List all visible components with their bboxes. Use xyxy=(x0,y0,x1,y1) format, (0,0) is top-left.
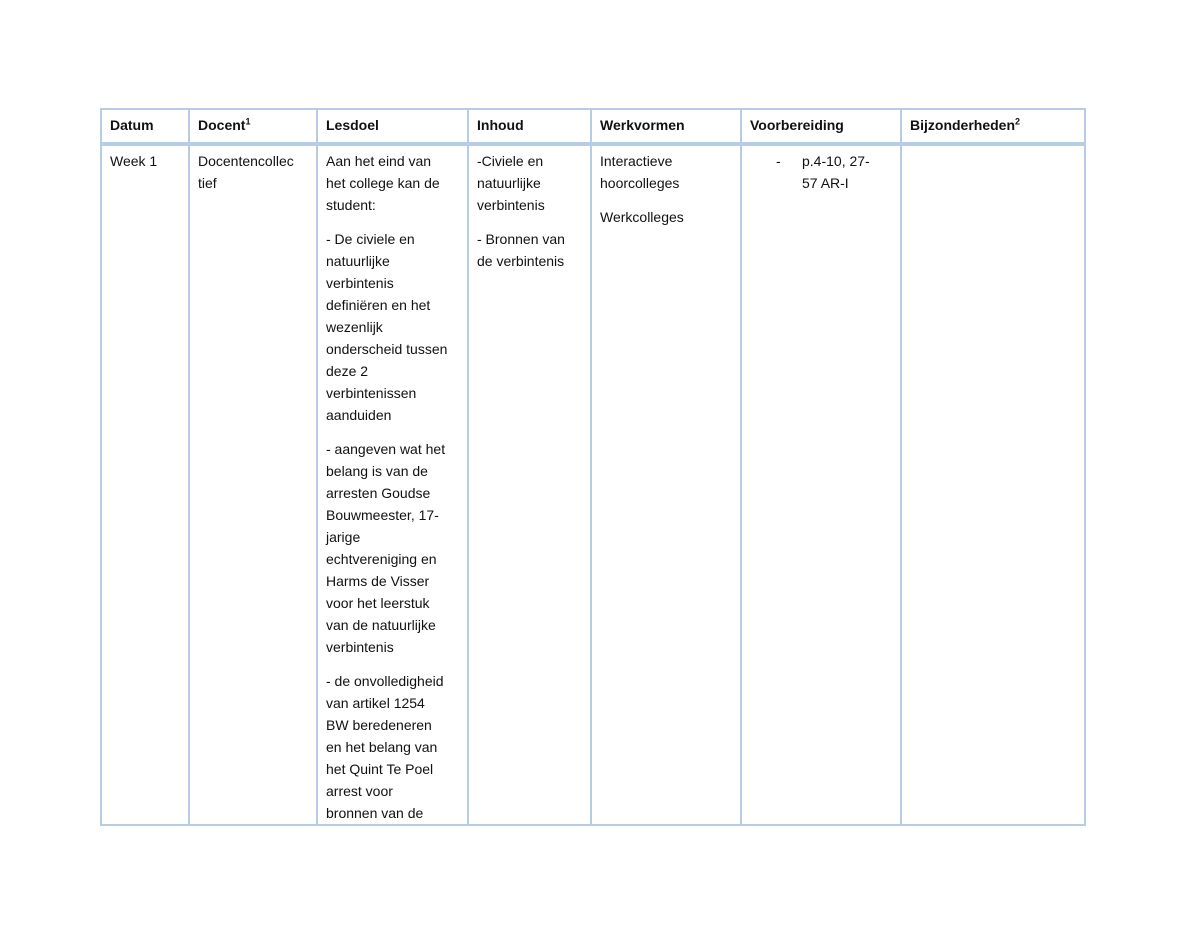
column-header-docent: Docent$^1$ xyxy=(189,109,317,144)
werkvorm-item: Werkcolleges xyxy=(600,209,684,225)
column-header-werkvormen: Werkvormen xyxy=(591,109,741,144)
werkvorm-item: Interactieve hoorcolleges xyxy=(600,153,680,191)
cell-lesdoel xyxy=(317,144,468,825)
list-dash: - xyxy=(776,153,781,169)
column-header-lesdoel: Lesdoel xyxy=(317,109,468,144)
table-row xyxy=(101,144,1085,825)
schedule-table xyxy=(100,108,1086,826)
lesdoel-intro: Aan het eind van het college kan de student: xyxy=(326,153,440,213)
footnote-marker: 2 xyxy=(1015,116,1021,127)
voorbereiding-item: - p.4-10, 27- 57 AR-I xyxy=(750,150,892,194)
lesdoel-goal: - aangeven wat het belang is van de arresten Goudse Bouwmeester, 17- jarige echtvereniging en Harms de Visser voor het leerstuk van de natuurlijke verbintenis xyxy=(326,441,446,655)
cell-bijzonderheden xyxy=(901,144,1085,825)
lesdoel-goal: - de onvolledigheid van artikel 1254 BW beredeneren en het belang van het Quint Te Poel arrest voor bronnen van de xyxy=(326,673,444,821)
column-header-inhoud: Inhoud xyxy=(468,109,591,144)
column-header-datum: Datum xyxy=(101,109,189,144)
lesdoel-goal: - De civiele en natuurlijke verbintenis definiëren en het wezenlijk onderscheid tussen deze 2 verbintenissen aanduiden xyxy=(326,231,448,423)
inhoud-item: - Bronnen van de verbintenis xyxy=(477,231,565,269)
column-header-bijzonderheden: Bijzonderheden$^2$ xyxy=(901,109,1085,144)
inhoud-item: -Civiele en natuurlijke verbintenis xyxy=(477,153,545,213)
cell-werkvormen xyxy=(591,144,741,825)
cell-docent: Docentencollec tief xyxy=(189,144,317,825)
cell-voorbereiding xyxy=(741,144,901,825)
cell-inhoud xyxy=(468,144,591,825)
footnote-marker: 1 xyxy=(245,116,251,127)
cell-datum: Week 1 xyxy=(101,144,189,825)
header-row xyxy=(101,109,1085,144)
column-header-voorbereiding: Voorbereiding xyxy=(741,109,901,144)
